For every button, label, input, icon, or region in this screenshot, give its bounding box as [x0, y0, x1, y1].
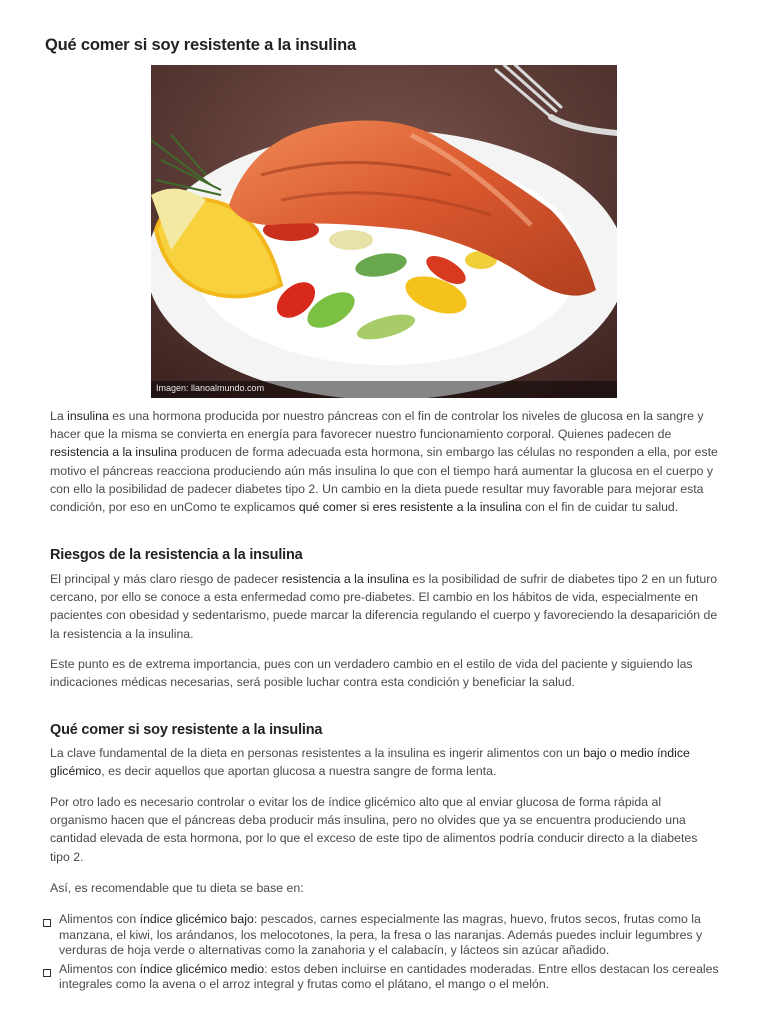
keyword-glicemico-medio-link[interactable]: índice glicémico medio [139, 961, 265, 976]
list-item-text-post: : estos deben incluirse en cantidades moderadas. Entre ellos destacan los cereales integrales como la avena o el arroz integral y frutas como el plátano, el mango o el melón. [59, 961, 719, 991]
que-comer-text-2: , es decir aquellos que aportan glucosa a nuestra sangre de forma lenta. [101, 764, 497, 779]
keyword-insulina-link[interactable]: insulina [67, 409, 109, 423]
page-title: Qué comer si soy resistente a la insulina [45, 36, 356, 54]
keyword-resistencia-link-2[interactable]: resistencia a la insulina [281, 572, 409, 586]
checkbox-bullet-icon [43, 919, 51, 927]
list-item [41, 962, 721, 993]
intro-text-1: La [50, 409, 68, 423]
que-comer-paragraph-1 [50, 744, 720, 780]
section-heading-que-comer: Qué comer si soy resistente a la insulina [50, 722, 323, 738]
list-item [41, 912, 721, 959]
intro-paragraph [50, 407, 720, 516]
section-heading-riesgos: Riesgos de la resistencia a la insulina [50, 547, 303, 563]
riesgos-text-1: El principal y más claro riesgo de padecer [50, 572, 282, 586]
list-item-text-pre: Alimentos con [59, 961, 140, 976]
intro-text-4: con el fin de cuidar tu salud. [521, 500, 679, 515]
riesgos-paragraph-2: Este punto es de extrema importancia, pues con un verdadero cambio en el estilo de vida del paciente y siguiendo las indicaciones médicas necesarias, será posible luchar contra esta condición y beneficiar la salud. [50, 657, 693, 690]
keyword-glicemico-bajo-link[interactable]: índice glicémico bajo [139, 912, 254, 926]
intro-text-2: es una hormona producida por nuestro páncreas con el fin de controlar los niveles de glucosa en la sangre y hacer que la misma se convierta en energía para favorecer nuestro funcionamiento corporal. Quienes padecen de [50, 409, 704, 442]
riesgos-text-2: es la posibilidad de sufrir de diabetes tipo 2 en un futuro cercano, por ello se conoce a esta enfermedad como pre-diabetes. El cambio en los hábitos de vida, especialmente en pacientes con obesidad y sedentarismo, puede marcar la diferencia regulando el cuerpo y favoreciendo la desaparición de la resistencia a la insulina. [50, 572, 718, 641]
riesgos-paragraph-1 [50, 570, 720, 643]
image-caption-bar [151, 381, 617, 398]
salmon-photo [151, 65, 617, 398]
list-item-text-pre: Alimentos con [59, 912, 140, 926]
image-caption: Imagen: llanoalmundo.com [156, 383, 265, 393]
keyword-resistencia-link[interactable]: resistencia a la insulina [50, 445, 178, 460]
checkbox-bullet-icon [43, 969, 51, 977]
que-comer-paragraph-3: Así, es recomendable que tu dieta se base en: [50, 881, 304, 895]
salmon-plate-image [151, 65, 617, 398]
keyword-que-comer-link[interactable]: qué comer si eres resistente a la insulina [298, 500, 522, 515]
que-comer-paragraph-2: Por otro lado es necesario controlar o evitar los de índice glicémico alto que al enviar glucosa de forma rápida al organismo hacen que el páncreas deba producir más insulina, pero no olvides que ya se encuentra produciendo una cantidad elevada de esta hormona, por lo que el exceso de este tipo de alimentos podría conducir directo a la diabetes tipo 2. [50, 795, 698, 864]
que-comer-text-1: La clave fundamental de la dieta en personas resistentes a la insulina es ingerir alimentos con un [50, 746, 584, 760]
intro-text-3: producen de forma adecuada esta hormona, sin embargo las células no responden a ella, por este motivo el páncreas reacciona produciendo aún más insulina lo que con el tiempo hará aumentar la glucosa en el cuerpo y con ello la posibilidad de padecer diabetes tipo 2. Un cambio en la dieta puede resultar muy favorable para mejorar esta condición, por eso en unComo te explicamos [50, 445, 718, 515]
list-item-text-post: : pescados, carnes especialmente las magras, huevo, frutos secos, frutas como la manzana, el kiwi, los arándanos, los melocotones, la pera, la fresa o las naranjas. Además puedes incluir legumbres y verduras de hoja verde o alternativas como la zanahoria y el calabacín, y lácteos sin azúcar añadido. [59, 912, 703, 957]
diet-list [41, 912, 721, 996]
keyword-indice-glicemico-link[interactable]: bajo o medio índice glicémico [50, 746, 690, 779]
